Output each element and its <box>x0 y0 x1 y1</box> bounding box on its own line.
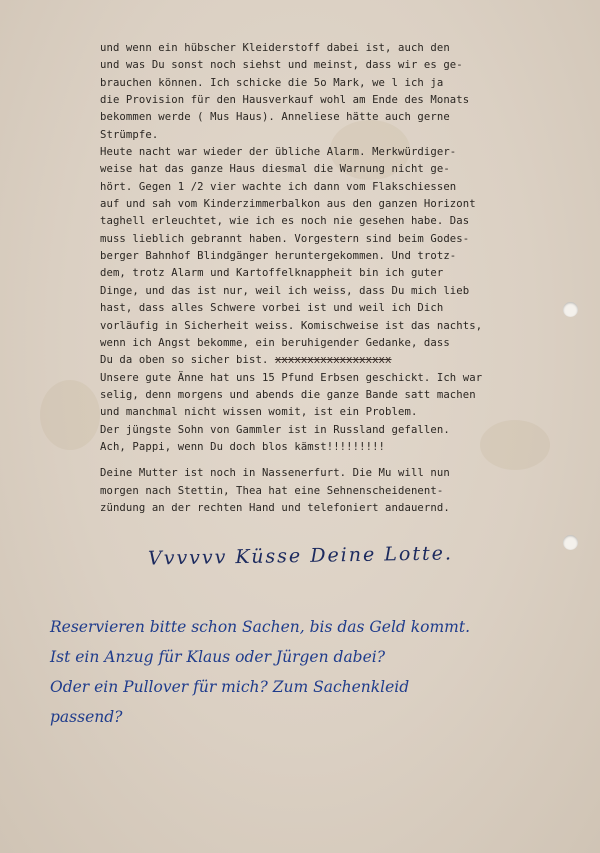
text-line: zündung an der rechten Hand und telefoniert andauernd. <box>100 501 450 514</box>
text-line: weise hat das ganze Haus diesmal die Warnung nicht ge- <box>100 163 450 176</box>
text-line: Dinge, und das ist nur, weil ich weiss, dass Du mich lieb <box>100 284 470 297</box>
paragraph-3 <box>100 370 555 457</box>
text-line: hast, dass alles Schwere vorbei ist und weil ich Dich <box>100 302 444 315</box>
paragraph-4 <box>100 465 555 517</box>
text-line: hört. Gegen 1 /2 vier wachte ich dann vom Flakschiessen <box>100 180 457 193</box>
text-line: und wenn ein hübscher Kleiderstoff dabei ist, auch den <box>100 42 450 54</box>
text-line: muss lieblich gebrannt haben. Vorgestern sind beim Godes- <box>100 232 470 245</box>
handwritten-signature: Vvvvvv Küsse Deine Lotte. <box>147 542 454 570</box>
text-line: wenn ich Angst bekomme, ein beruhigender Gedanke, dass <box>100 336 450 349</box>
paragraph-gap <box>100 456 555 465</box>
text-line-with-strikeout <box>100 352 555 369</box>
handwritten-line: passend? <box>50 708 123 726</box>
text-line: bekommen werde ( Mus Haus). Anneliese hätte auch gerne <box>100 111 450 124</box>
text-line: die Provision für den Hausverkauf wohl am Ende des Monats <box>100 94 470 107</box>
handwritten-postscript <box>50 612 590 732</box>
text-line: Ach, Pappi, wenn Du doch blos kämst!!!!!!!!! <box>100 440 386 453</box>
text-line: und manchmal nicht wissen womit, ist ein Problem. <box>100 406 418 419</box>
paragraph-2 <box>100 144 555 369</box>
text-line: taghell erleuchtet, wie ich es noch nie gesehen habe. Das <box>100 215 470 228</box>
text-line: auf und sah vom Kinderzimmerbalkon aus den ganzen Horizont <box>100 198 476 211</box>
text-line: und was Du sonst noch siehst und meinst, dass wir es ge- <box>100 59 463 72</box>
handwritten-line: Oder ein Pullover für mich? Zum Sachenkleid <box>50 678 410 696</box>
handwritten-line: Ist ein Anzug für Klaus oder Jürgen dabei? <box>50 648 386 666</box>
text-line: brauchen können. Ich schicke die 5o Mark, we l ich ja <box>100 76 444 89</box>
text-line: vorläufig in Sicherheit weiss. Komischweise ist das nachts, <box>100 319 483 332</box>
text-line: Unsere gute Änne hat uns 15 Pfund Erbsen geschickt. Ich war <box>100 371 483 384</box>
text-line: Strümpfe. <box>100 128 159 141</box>
text-line: Heute nacht war wieder der übliche Alarm. Merkwürdiger- <box>100 146 457 159</box>
text-line: dem, trotz Alarm und Kartoffelknappheit bin ich guter <box>100 267 444 280</box>
paper-stain <box>40 380 100 450</box>
punch-hole <box>563 302 578 317</box>
text-line: selig, denn morgens und abends die ganze Bande satt machen <box>100 388 476 401</box>
text-line: Deine Mutter ist noch in Nassenerfurt. Die Mu will nun <box>100 467 450 480</box>
text-fragment: Du da oben so sicher bist. <box>100 354 275 367</box>
struck-out-text: xxxxxxxxxxxxxxxxxx <box>274 354 392 367</box>
paragraph-1 <box>100 40 555 144</box>
punch-hole <box>563 535 578 550</box>
typewritten-letter-body <box>100 40 555 517</box>
text-line: morgen nach Stettin, Thea hat eine Sehnenscheidenent- <box>100 484 444 497</box>
text-line: berger Bahnhof Blindgänger heruntergekommen. Und trotz- <box>100 250 457 263</box>
handwritten-line: Reservieren bitte schon Sachen, bis das Geld kommt. <box>50 618 471 636</box>
text-line: Der jüngste Sohn von Gammler ist in Russland gefallen. <box>100 423 450 436</box>
